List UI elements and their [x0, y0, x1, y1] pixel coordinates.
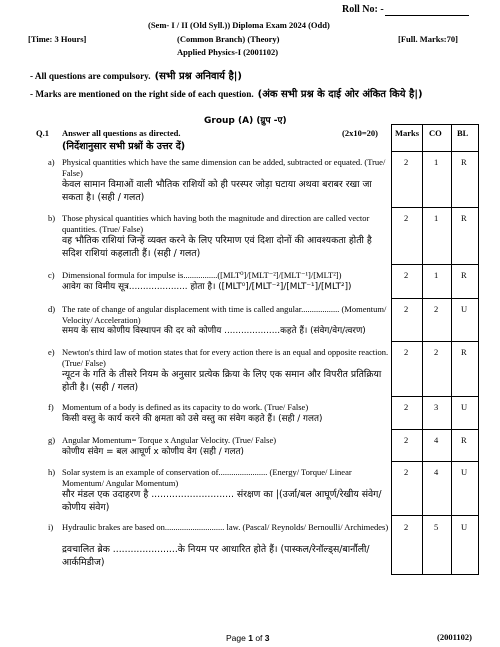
co-cell: 3 [434, 402, 439, 412]
question-text-en: Momentum of a body is defined as its capacity to do work. (True/ False) [62, 402, 309, 412]
exam-time: [Time: 3 Hours] [28, 34, 87, 44]
bl-cell: U [461, 304, 468, 314]
question-b [36, 213, 391, 261]
question-text-hi: किसी वस्तु के कार्य करने की क्षमता को उसे वस्तु का संवेग कहते हैं। (सही / गलत) [62, 414, 323, 424]
footer-code: (2001102) [437, 632, 472, 642]
question-label: b) [48, 213, 56, 223]
q1-number: Q.1 [36, 128, 49, 138]
question-text-hi: आवेग का विमीय सूत्र..................... होता है। ([MLT⁰]/[MLT⁻²]/[MLT⁻¹]/[MLT²]) [62, 282, 352, 292]
table-hline [391, 298, 479, 299]
bl-cell: U [461, 522, 468, 532]
page-prefix: Page [226, 633, 249, 643]
table-hline [391, 515, 479, 516]
question-label: f) [48, 402, 54, 412]
q1-marks-total: (2x10=20) [342, 128, 379, 138]
instruction-2-hi: (अंक सभी प्रश्न के दाई ओर अंकित किये है|) [257, 89, 423, 100]
full-marks: [Full. Marks:70] [398, 34, 458, 44]
co-cell: 5 [434, 522, 439, 532]
header-marks: Marks [395, 128, 420, 138]
instruction-1-hi: (सभी प्रश्न अनिवार्य है|) [154, 71, 242, 82]
table-vline [422, 124, 423, 574]
question-g [36, 435, 391, 461]
question-i [36, 522, 391, 572]
table-hline [391, 429, 479, 430]
bl-cell: U [461, 467, 468, 477]
subject-title: Applied Physics-I (2001102) [177, 47, 279, 57]
table-hline [391, 151, 479, 152]
question-text-hi: सौर मंडल एक उदाहरण है ............................ संरक्षण का |(उर्जा/बल आघूर्ण/रेखीय संवेग/कोणीय संवेग) [62, 489, 382, 513]
page-of: of [252, 633, 265, 643]
exam-branch: (Common Branch) (Theory) [177, 34, 280, 44]
marks-cell: 2 [404, 402, 409, 412]
marks-cell: 2 [404, 270, 409, 280]
question-text-en: Physical quantities which have the same dimension can be added, subtracted or equated. (True/ False) [62, 157, 386, 178]
table-hline [391, 461, 479, 462]
question-text-en: The rate of change of angular displacement with time is called angular.................. (Momentum/ Velocity/ Acceleration) [62, 304, 387, 325]
question-label: h) [48, 467, 56, 477]
bl-cell: U [461, 402, 468, 412]
q1-title-hi: (निर्देशानुसार सभी प्रश्नों के उत्तर दें) [62, 141, 186, 152]
co-cell: 1 [434, 157, 439, 167]
question-label: i) [48, 522, 54, 532]
question-c [36, 270, 391, 296]
page-number: 1 [248, 633, 253, 643]
co-cell: 4 [434, 467, 439, 477]
question-label: e) [48, 347, 55, 357]
question-d [36, 304, 391, 340]
co-cell: 2 [434, 347, 439, 357]
table-hline [391, 124, 479, 125]
question-label: g) [48, 435, 56, 445]
group-title-text: Group (A) (ग्रुप -ए) [204, 116, 287, 126]
group-title [204, 113, 287, 126]
question-text-en: Angular Momentum= Torque x Angular Velocity. (True/ False) [62, 435, 277, 445]
header-co: CO [429, 128, 442, 138]
table-hline [391, 207, 479, 208]
question-label: d) [48, 304, 56, 314]
bl-cell: R [461, 213, 467, 223]
marks-cell: 2 [404, 435, 409, 445]
question-e [36, 347, 391, 395]
table-hline [391, 396, 479, 397]
table-vline [451, 124, 452, 574]
question-text-en: Solar system is an example of conservation of....................... (Energy/ Torque/ Linear Momentum/ Angular Momentum) [62, 467, 352, 488]
table-hline [391, 264, 479, 265]
q1-title-en: Answer all questions as directed. [62, 128, 181, 138]
bl-cell: R [461, 347, 467, 357]
question-text-en: Hydraulic brakes are based on............................ law. (Pascal/ Reynolds/ Bernoulli/ Archimedes) [62, 522, 389, 532]
question-text-hi: केवल सामान विमाओं वाली भौतिक राशियों को ही परस्पर जोड़ा घटाया अथवा बराबर रखा जा सकता है। (सही / गलत) [62, 179, 372, 203]
question-text-en: Those physical quantities which having both the magnitude and direction are called vector quantities. (True/ False) [62, 213, 370, 234]
marks-cell: 2 [404, 157, 409, 167]
question-f [36, 402, 391, 428]
co-cell: 1 [434, 213, 439, 223]
co-cell: 2 [434, 304, 439, 314]
question-text-hi: कोणीय संवेग = बल आघूर्ण x कोणीय वेग (सही / गलत) [62, 447, 244, 457]
question-text-hi: समय के साथ कोणीय विस्थापन की दर को कोणीय ....................कहते हैं। (संवेग/वेग/त्वरण) [62, 326, 366, 336]
marks-cell: 2 [404, 304, 409, 314]
table-vline [478, 124, 479, 574]
marks-cell: 2 [404, 522, 409, 532]
table-hline [391, 574, 479, 575]
question-label: a) [48, 157, 55, 167]
table-hline [391, 341, 479, 342]
bl-cell: R [461, 157, 467, 167]
marks-cell: 2 [404, 213, 409, 223]
co-cell: 1 [434, 270, 439, 280]
instruction-2 [30, 84, 423, 102]
instruction-1-en: - All questions are compulsory. [30, 71, 151, 81]
page-indicator [226, 633, 270, 643]
question-h [36, 467, 391, 515]
bl-cell: R [461, 435, 467, 445]
marks-cell: 2 [404, 467, 409, 477]
bl-cell: R [461, 270, 467, 280]
question-text-en: Dimensional formula for impulse is................([MLT⁰]/[MLT⁻²]/[MLT⁻¹]/[MLT²]) [62, 270, 342, 280]
instruction-1 [30, 66, 242, 84]
header-bl: BL [457, 128, 469, 138]
roll-no-label: Roll No: - [342, 4, 384, 15]
question-label: c) [48, 270, 55, 280]
page-total: 3 [264, 633, 270, 643]
exam-title: (Sem- I / II (Old Syll.)) Diploma Exam 2024 (Odd) [148, 20, 330, 30]
question-text-hi: न्यूटन के गति के तीसरे नियम के अनुसार प्रत्येक क्रिया के लिए एक समान और विपरीत प्रतिक्रिया होती है। (सही / गलत) [62, 369, 382, 393]
instruction-2-en: - Marks are mentioned on the right side of each question. [30, 89, 254, 99]
question-text-hi: द्रवचालित ब्रेक ......................के नियम पर आधारित होते हैं। (पास्कल/रेनॉल्ड्स/बार्नौली/ आर्कमिडीज) [62, 544, 370, 568]
question-text-hi: वह भौतिक राशियां जिन्हें व्यक्त करने के लिए परिमाण एवं दिशा दोनों की आवश्यकता होती है सदिश राशियां कहलाती हैं। (सही / गलत) [62, 235, 372, 259]
question-text-en: Newton's third law of motion states that for every action there is an equal and opposite reaction. (True/ False) [62, 347, 389, 368]
marks-cell: 2 [404, 347, 409, 357]
co-cell: 4 [434, 435, 439, 445]
roll-no-line [385, 15, 469, 16]
question-a [36, 157, 391, 205]
